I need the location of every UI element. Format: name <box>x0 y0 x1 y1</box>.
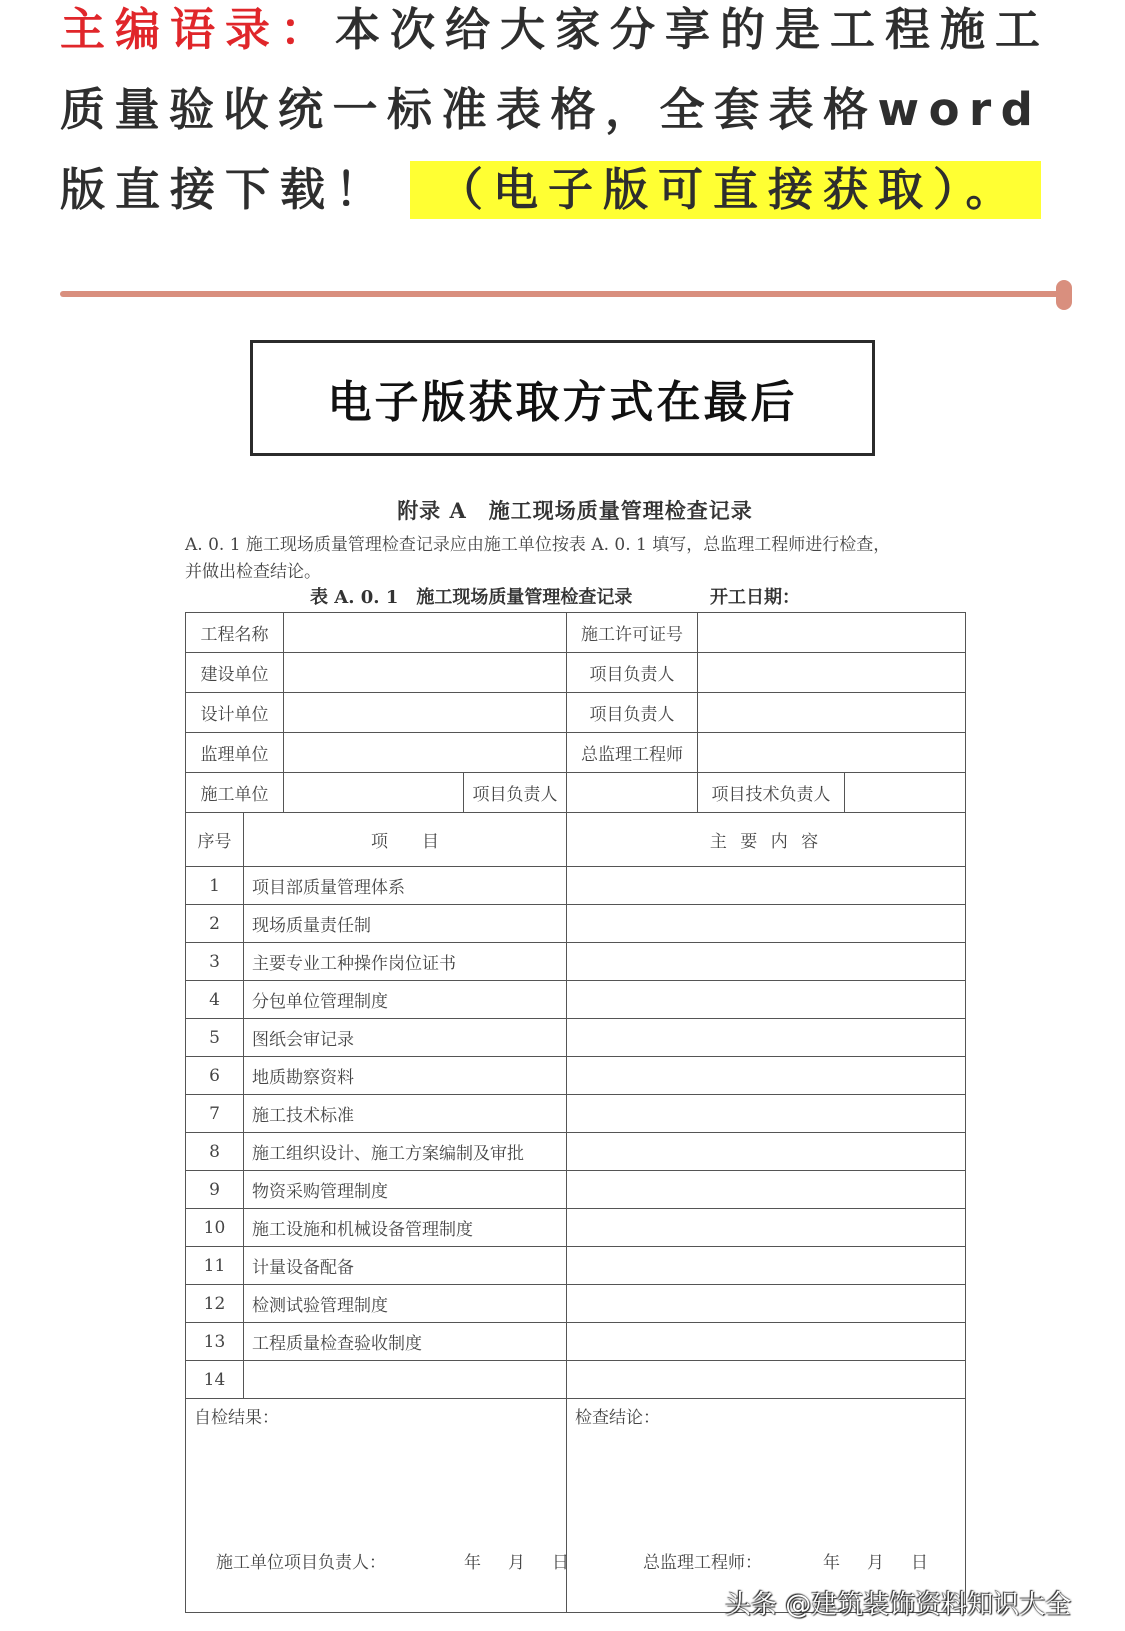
self-date-month: 月 <box>508 1553 527 1573</box>
item-content <box>567 1019 966 1057</box>
table-row <box>186 1323 966 1361</box>
table-row <box>186 1057 966 1095</box>
item-content <box>567 1209 966 1247</box>
chief-supervisor-value <box>698 733 966 773</box>
owner-manager-value <box>698 653 966 693</box>
inspection-record-table <box>185 612 966 1613</box>
intro-highlight: （电子版可直接获取）。 <box>410 161 1041 219</box>
table-row <box>186 1095 966 1133</box>
design-unit-value <box>284 693 567 733</box>
table-caption: 表 A. 0. 1 施工现场质量管理检查记录 <box>310 587 633 608</box>
clause-line-1: A. 0. 1 施工现场质量管理检查记录应由施工单位按表 A. 0. 1 填写，总监理工程师进行检查， <box>185 535 891 555</box>
project-name-label: 工程名称 <box>186 613 284 653</box>
item-name: 项目部质量管理体系 <box>244 867 567 905</box>
item-no: 3 <box>186 943 244 981</box>
row-supervision <box>186 733 966 773</box>
inspection-date-month: 月 <box>867 1553 886 1573</box>
inspection-label: 检查结论： <box>575 1408 660 1428</box>
item-name: 施工设施和机械设备管理制度 <box>244 1209 567 1247</box>
construction-manager-value <box>567 773 698 813</box>
item-no: 9 <box>186 1171 244 1209</box>
item-content <box>567 1171 966 1209</box>
item-name: 检测试验管理制度 <box>244 1285 567 1323</box>
table-row <box>186 943 966 981</box>
inspection-cell <box>567 1399 966 1613</box>
self-sign-label: 施工单位项目负责人： <box>216 1553 386 1573</box>
table-row <box>186 1133 966 1171</box>
design-manager-label: 项目负责人 <box>567 693 698 733</box>
item-no: 4 <box>186 981 244 1019</box>
item-content <box>567 1247 966 1285</box>
self-date-day: 日 <box>552 1553 571 1573</box>
intro-line-3-text: 版直接下载！ <box>60 163 391 216</box>
inspection-sign-label: 总监理工程师： <box>643 1553 762 1573</box>
table-row <box>186 1285 966 1323</box>
col-content-header: 主 要 内 容 <box>567 813 966 867</box>
item-name: 施工组织设计、施工方案编制及审批 <box>244 1133 567 1171</box>
watermark: 头条 @建筑装饰资料知识大全 <box>725 1590 1072 1620</box>
col-item-header: 项 目 <box>244 813 567 867</box>
item-no: 10 <box>186 1209 244 1247</box>
permit-no-value <box>698 613 966 653</box>
intro-line-1-text: 本次给大家分享的是工程施工 <box>335 3 1051 56</box>
appendix-title: 附录 A 施工现场质量管理检查记录 <box>397 498 753 523</box>
clause-text <box>185 532 975 586</box>
item-name: 主要专业工种操作岗位证书 <box>244 943 567 981</box>
table-row <box>186 1171 966 1209</box>
item-no: 13 <box>186 1323 244 1361</box>
supervision-unit-label: 监理单位 <box>186 733 284 773</box>
start-date-label: 开工日期： <box>710 587 800 608</box>
table-row <box>186 1361 966 1399</box>
item-name: 工程质量检查验收制度 <box>244 1323 567 1361</box>
item-no: 8 <box>186 1133 244 1171</box>
inspection-date-year: 年 <box>823 1553 842 1573</box>
item-content <box>567 867 966 905</box>
chief-supervisor-label: 总监理工程师 <box>567 733 698 773</box>
table-row <box>186 1247 966 1285</box>
item-content <box>567 1361 966 1399</box>
item-content <box>567 943 966 981</box>
owner-unit-value <box>284 653 567 693</box>
item-content <box>567 1095 966 1133</box>
clause-line-2: 并做出检查结论。 <box>185 562 321 582</box>
row-project <box>186 613 966 653</box>
item-no: 11 <box>186 1247 244 1285</box>
item-name: 地质勘察资料 <box>244 1057 567 1095</box>
row-column-headers <box>186 813 966 867</box>
construction-unit-value <box>284 773 464 813</box>
item-name: 施工技术标准 <box>244 1095 567 1133</box>
item-no: 6 <box>186 1057 244 1095</box>
permit-no-label: 施工许可证号 <box>567 613 698 653</box>
supervision-unit-value <box>284 733 567 773</box>
construction-unit-label: 施工单位 <box>186 773 284 813</box>
item-content <box>567 1285 966 1323</box>
table-row <box>186 867 966 905</box>
row-design <box>186 693 966 733</box>
design-manager-value <box>698 693 966 733</box>
item-name: 现场质量责任制 <box>244 905 567 943</box>
intro-label: 主编语录： <box>60 3 336 56</box>
design-unit-label: 设计单位 <box>186 693 284 733</box>
item-no: 12 <box>186 1285 244 1323</box>
intro-line-1 <box>60 0 1050 70</box>
owner-manager-label: 项目负责人 <box>567 653 698 693</box>
self-date-year: 年 <box>464 1553 483 1573</box>
row-owner <box>186 653 966 693</box>
item-no: 7 <box>186 1095 244 1133</box>
item-name: 物资采购管理制度 <box>244 1171 567 1209</box>
project-name-value <box>284 613 567 653</box>
intro-line-2: 质量验收统一标准表格，全套表格word <box>60 83 1043 136</box>
col-no-header: 序号 <box>186 813 244 867</box>
items-body <box>186 867 966 1399</box>
section-divider <box>60 291 1065 297</box>
item-no: 5 <box>186 1019 244 1057</box>
self-check-cell <box>186 1399 571 1613</box>
tech-manager-label: 项目技术负责人 <box>698 773 845 813</box>
owner-unit-label: 建设单位 <box>186 653 284 693</box>
item-no: 14 <box>186 1361 244 1399</box>
item-name: 计量设备配备 <box>244 1247 567 1285</box>
item-content <box>567 981 966 1019</box>
item-content <box>567 905 966 943</box>
item-content <box>567 1133 966 1171</box>
item-name <box>244 1361 567 1399</box>
table-row <box>186 1209 966 1247</box>
item-no: 1 <box>186 867 244 905</box>
table-row <box>186 905 966 943</box>
item-name: 图纸会审记录 <box>244 1019 567 1057</box>
divider-end-dot <box>1056 280 1072 310</box>
tech-manager-value <box>845 773 966 813</box>
table-row <box>186 1019 966 1057</box>
item-name: 分包单位管理制度 <box>244 981 567 1019</box>
item-content <box>567 1057 966 1095</box>
intro-line-3 <box>60 150 1041 230</box>
table-row <box>186 981 966 1019</box>
notice-box: 电子版获取方式在最后 <box>250 340 875 456</box>
row-conclusions <box>186 1399 966 1613</box>
inspection-date-day: 日 <box>911 1553 930 1573</box>
item-content <box>567 1323 966 1361</box>
item-no: 2 <box>186 905 244 943</box>
row-construction <box>186 773 966 813</box>
construction-manager-label: 项目负责人 <box>464 773 567 813</box>
self-check-label: 自检结果： <box>194 1408 279 1428</box>
